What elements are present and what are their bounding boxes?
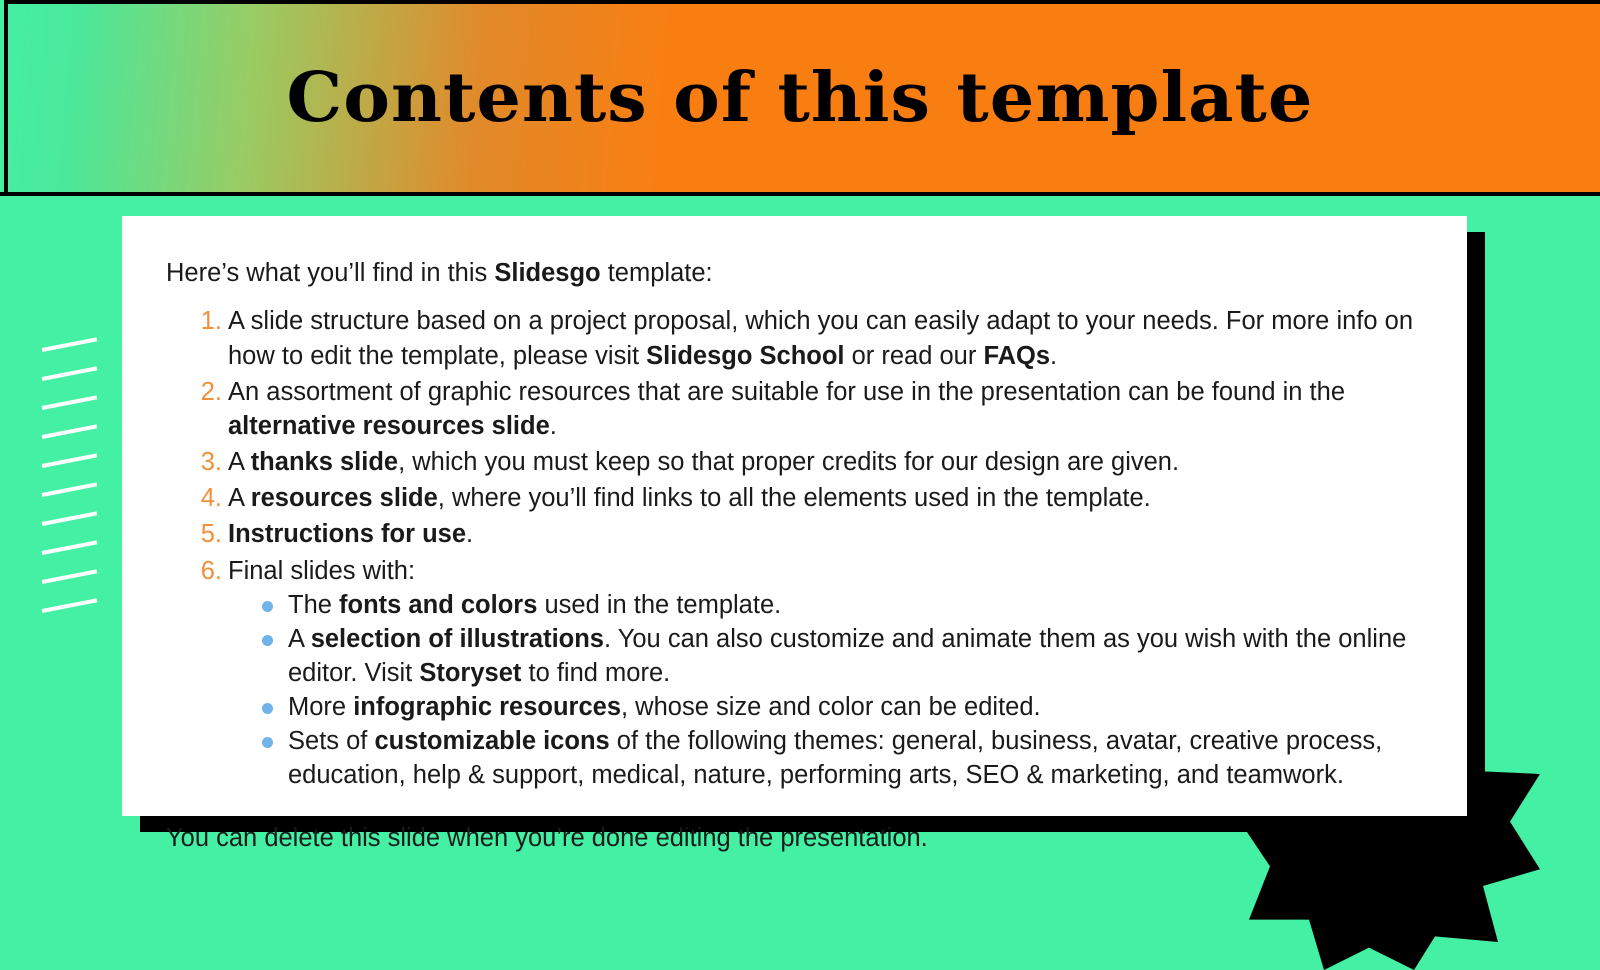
list-item-text (228, 448, 1179, 476)
body-text: , which you must keep so that proper credits for our design are given. (398, 448, 1180, 477)
body-text: . You can also customize and animate them as you wish with the online editor. Visit (288, 624, 1407, 687)
body-text: . (1050, 341, 1058, 370)
list-item (228, 445, 1423, 479)
emphasis-text: thanks slide (250, 448, 399, 477)
decorative-stripes (42, 348, 100, 638)
list-item-text (228, 520, 473, 548)
outro-text: You can delete this slide when you’re done editing the presentation. (166, 823, 928, 852)
page-title: Contents of this template (286, 58, 1314, 138)
list-item (228, 517, 1423, 551)
body-text: or read our (844, 341, 984, 370)
emphasis-text: selection of illustrations (310, 624, 604, 653)
sub-list-item (288, 588, 1423, 622)
emphasis-text: Instructions for use (228, 520, 467, 549)
body-text: Sets of (288, 727, 375, 756)
sub-list (228, 588, 1423, 793)
emphasis-text: Slidesgo School (646, 341, 845, 370)
list-item-text (228, 557, 415, 585)
emphasis-text: resources slide (250, 484, 438, 513)
emphasis-text: fonts and colors (339, 590, 538, 619)
body-text: . (549, 411, 557, 440)
body-text: Here’s what you’ll find in this (166, 259, 495, 287)
body-text: used in the template. (537, 590, 782, 619)
emphasis-text: FAQs (983, 341, 1051, 370)
list-item (228, 304, 1423, 372)
sub-list-item (288, 690, 1423, 724)
contents-list (166, 304, 1423, 792)
body-text: An assortment of graphic resources that are suitable for use in the presentation can be found in the (228, 377, 1346, 406)
list-item (228, 554, 1423, 793)
list-item-text (228, 307, 1413, 369)
emphasis-text: infographic resources (353, 693, 622, 722)
list-item-text (228, 378, 1345, 440)
emphasis-text: Slidesgo (494, 259, 601, 287)
body-text: More (288, 693, 354, 722)
slide-header-band (0, 0, 1600, 196)
body-text: of the following themes: general, business, avatar, creative process, education, help & support, medical, nature, performing arts, SEO & marketing, and teamwork. (288, 727, 1383, 790)
intro-text (166, 256, 1423, 290)
body-text: Final slides with: (228, 556, 416, 585)
body-text: A slide structure based on a project proposal, which you can easily adapt to your needs. For more info on how to edit the template, please visit (228, 307, 1414, 370)
sub-list-item (288, 622, 1423, 690)
body-text: , where you’ll find links to all the elements used in the template. (437, 484, 1151, 513)
list-item (228, 375, 1423, 443)
sub-list-item (288, 724, 1423, 792)
body-text: A (228, 484, 251, 513)
body-text: to find more. (521, 658, 671, 687)
body-text: template: (600, 259, 713, 287)
body-text: A (288, 624, 311, 653)
body-text: . (466, 520, 474, 549)
body-text: The (288, 590, 340, 619)
body-text: A (228, 448, 251, 477)
content-card (122, 216, 1467, 852)
list-item-text (228, 484, 1151, 512)
body-text: , whose size and color can be edited. (621, 693, 1041, 722)
emphasis-text: customizable icons (374, 727, 610, 756)
list-item (228, 481, 1423, 515)
emphasis-text: alternative resources slide (228, 411, 550, 440)
emphasis-text: Storyset (419, 658, 522, 687)
